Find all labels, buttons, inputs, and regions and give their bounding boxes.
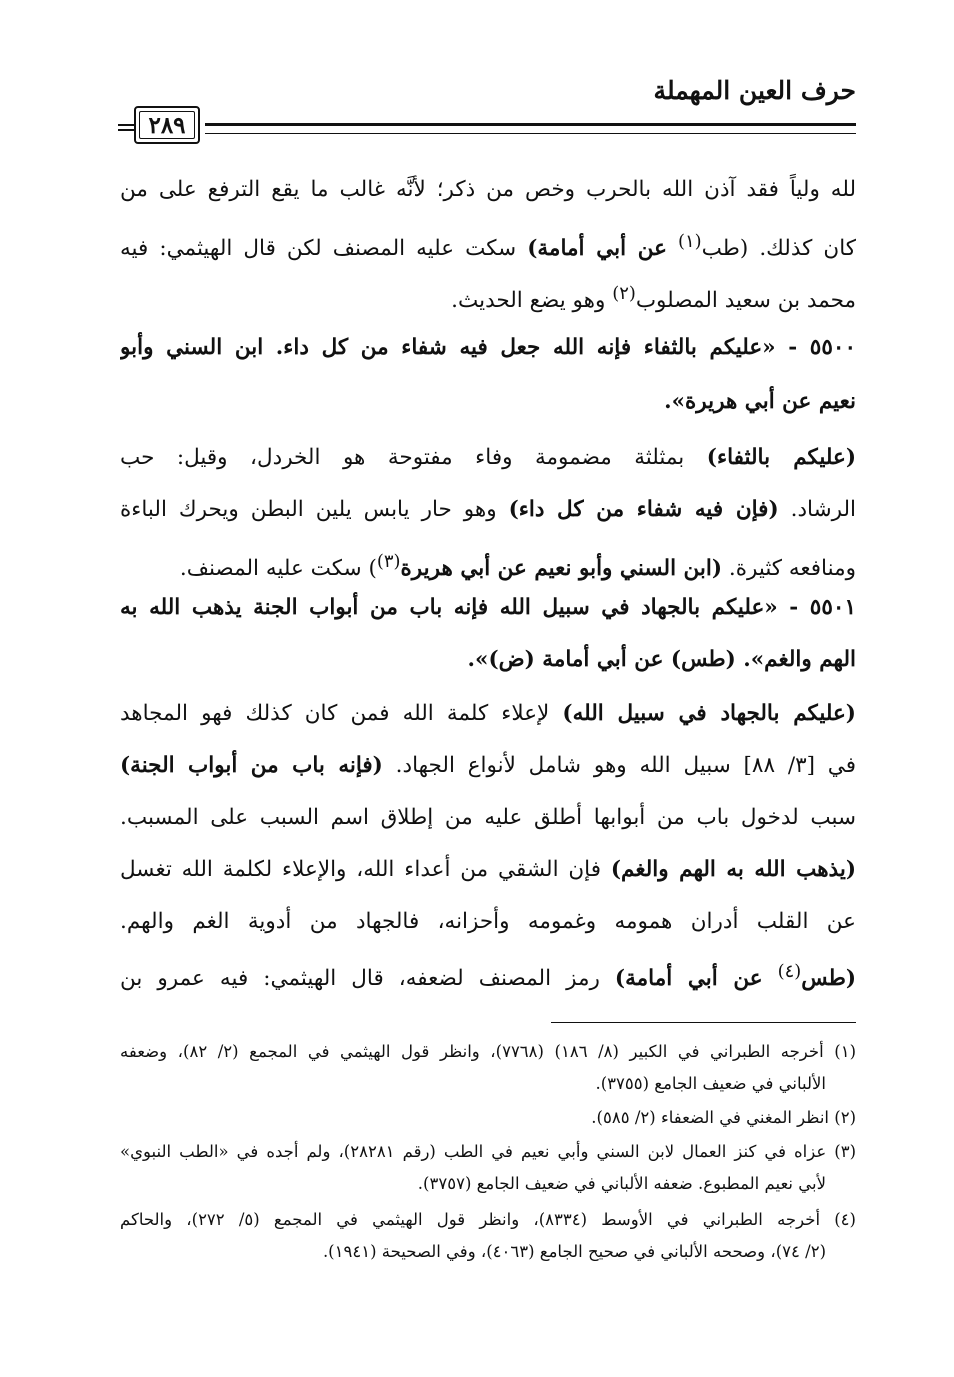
hadith-text: ٥٥٠١ - «عليكم بالجهاد في سبيل الله فإنه باب من أبواب الجنة يذهب الله به <box>120 595 856 620</box>
footnote-3-line-2: لأبي نعيم المطبوع. ضعفه الألباني في ضعيف الجامع (٣٧٥٧). <box>417 1174 826 1193</box>
hadith-5501-line-2 <box>120 634 856 686</box>
bold-text: (فإن فيه شفاء من كل داء) <box>508 497 779 522</box>
footnote-1-line-2: الألباني في ضعيف الجامع (٣٧٥٥). <box>595 1074 826 1093</box>
bold-text: عن أبي أمامة) <box>527 236 667 262</box>
footnote-2: (٢) انظر المغني في الضعفاء (٢/ ٥٨٥). <box>591 1108 856 1127</box>
body-text: وهو يضع الحديث. <box>451 288 606 314</box>
running-title: حرف العين المهملة <box>653 76 856 105</box>
bold-text: (فإنه باب من أبواب الجنة) <box>120 753 383 778</box>
hadith-5500-line-1 <box>120 322 856 374</box>
hadith-text: ٥٥٠٠ - «عليكم بالثفاء فإنه الله جعل فيه شفاء من كل داء. ابن السني وأبو <box>120 335 856 360</box>
body-text: عن القلب أدران همومه وغمومه وأحزانه، فالجهاد من أدوية الغم والهم. <box>120 909 856 934</box>
body-text: في [٣/ ٨٨] سبيل الله وهو شامل لأنواع الجهاد. <box>395 753 856 778</box>
hadith-text: نعيم عن أبي هريرة». <box>664 389 856 414</box>
footnote-1-line-1: (١) أخرجه الطبراني في الكبير (٨/ ١٨٦) (٧٧٦٨)، وانظر قول الهيثمي في المجمع (٢/ ٨٢)، وضعفه <box>120 1042 856 1061</box>
body-text: بمثلثة مضمومة وفاء مفتوحة هو الخردل، وقيل: حب <box>120 445 685 470</box>
body-line-12 <box>120 740 856 792</box>
body-text: رمز المصنف لضعفه، قال الهيثمي: فيه عمرو بن <box>120 966 600 992</box>
footnote-marker: (٤) <box>777 961 802 982</box>
page-number-ornament <box>118 124 134 131</box>
body-line-6 <box>120 432 856 484</box>
body-text: سبب لدخول باب من أبوابها أطلق عليه من إطلاق اسم السبب على المسبب. <box>120 805 856 830</box>
body-line-2 <box>120 216 856 268</box>
body-text: لإعلاء كلمة الله فمن كان كذلك فهو المجاهد <box>120 701 550 726</box>
bold-text: (عليكم بالجهاد في سبيل الله) <box>562 701 856 726</box>
body-text: سكت عليه المصنف لكن قال الهيثمي: فيه <box>120 236 517 262</box>
footnote-4-line-1: (٤) أخرجه الطبراني في الأوسط (٨٣٣٤)، وانظر قول الهيثمي في المجمع (٥/ ٢٧٢)، والحاكم <box>120 1210 856 1229</box>
hadith-5501-line-1 <box>120 582 856 634</box>
hadith-text: الهم والغم». (طس) عن أبي أمامة (ض)». <box>467 647 856 672</box>
page-number: ٢٨٩ <box>148 111 186 139</box>
body-text: وهو حار يابس يلين البطن ويحرك الباءة <box>120 497 497 522</box>
body-text: ومنافعه كثيرة. <box>728 556 856 582</box>
footnote-3-line-1: (٣) عزاه في كنز العمال لابن السني وأبي نعيم في الطب (رقم ٢٨٢٨١)، ولم أجده في «الطب النبوي» <box>120 1142 856 1161</box>
footnote-marker: (٢) <box>612 283 636 304</box>
hadith-5500-line-2 <box>120 376 856 428</box>
footnote-4-line-2: (٢/ ٧٤)، وصححه الألباني في صحيح الجامع (٤٠٦٣)، وفي الصحيحة (١٩٤١). <box>322 1242 826 1261</box>
body-line-1 <box>120 164 856 216</box>
body-line-13 <box>120 792 856 844</box>
page-number-box <box>134 106 200 144</box>
bold-text: عن أبي أمامة) <box>614 966 763 992</box>
body-line-15 <box>120 896 856 948</box>
bold-text: (طس <box>801 966 856 992</box>
body-line-8 <box>120 536 856 588</box>
body-text: لله ولياً فقد آذن الله بالحرب وخص من ذكر؛ لأنَّه غالب ما يقع الترفع على من <box>120 177 856 202</box>
footnote-marker: (٣) <box>376 551 401 572</box>
body-line-16 <box>120 946 856 998</box>
body-text: ) سكت عليه المصنف. <box>179 556 377 582</box>
body-text: محمد بن سعيد المصلوب <box>635 288 856 314</box>
bold-text: (عليكم بالثفاء) <box>706 445 856 470</box>
body-text: فإن الشقي من أعداء الله، والإعلاء لكلمة الله تغسل <box>120 857 602 882</box>
body-text: الرشاد. <box>790 497 856 522</box>
header-rule <box>205 123 856 134</box>
body-line-14 <box>120 844 856 896</box>
footnote-separator <box>551 1022 856 1023</box>
footnote-marker: (١) <box>678 231 702 252</box>
bold-text: (يذهب الله به الهم والغم) <box>610 857 856 882</box>
body-line-7 <box>120 484 856 536</box>
body-line-3 <box>120 268 856 320</box>
bold-text: (ابن السني وأبو نعيم عن أبي هريرة <box>400 556 723 582</box>
body-line-11 <box>120 688 856 740</box>
body-text: كان كذلك. (طب <box>701 236 856 262</box>
